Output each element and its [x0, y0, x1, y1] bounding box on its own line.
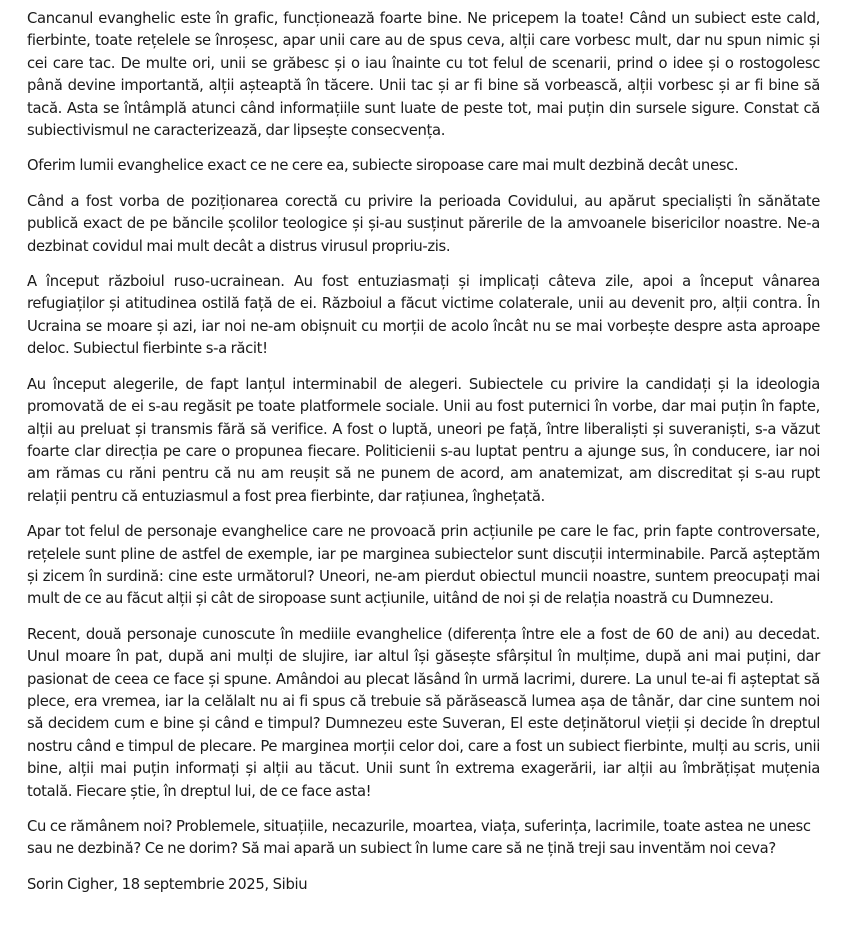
paragraph-8: Cu ce rămânem noi? Problemele, situațiile, necazurile, moartea, viața, suferința, lacrimile, toate astea ne unesc sau ne dezbină? Ce ne dorim? Să mai apară un subiect în lume care să ne țină treji sau inventăm noi ceva? — [27, 818, 811, 858]
paragraph-1: Cancanul evanghelic este în grafic, funcționează foarte bine. Ne pricepem la toate! Când un subiect este cald, fierbinte, toate rețelele se înroșesc, apar unii care au de spus ceva, alții care vorbesc mult, dar nu spun nimic și cei care tac. De multe ori, unii se grăbesc și o iau înainte cu tot felul de scenarii, prind o idee și o rostogolesc până devine importantă, alții așteaptă în tăcere. Unii tac și ar fi bine să vorbească, alții vorbesc și ar fi bine să tacă. Asta se întâmplă atunci când informațiile sunt luate de peste tot, mai puțin din sursele sigure. Constat că subiectivismul ne caracterizează, dar lipsește consecvența. — [27, 10, 820, 140]
paragraph-3: Când a fost vorba de poziționarea corectă cu privire la perioada Covidului, au apărut specialiști în sănătate publică exact de pe băncile școlilor teologice și și-au susținut părerile de la amvoanele bisericilor noastre. Ne-a dezbinat covidul mai mult decât a distrus virusul propriu-zis. — [27, 192, 820, 255]
paragraph-4: A început războiul ruso-ucrainean. Au fost entuziasmați și implicați câteva zile, apoi a început vânarea refugiaților și atitudinea ostilă față de ei. Războiul a făcut victime colaterale, unii au devenit pro, alții contra. În Ucraina se moare și azi, iar noi ne-am obișnuit cu morții de acolo încât nu se mai vorbește despre asta aproape deloc. Subiectul fierbinte s-a răcit! — [27, 273, 820, 358]
paragraph-6: Apar tot felul de personaje evanghelice care ne provoacă prin acțiunile pe care le fac, prin fapte controversate, rețelele sunt pline de astfel de exemple, iar pe marginea subiectelor sunt discuții interminabile. Parcă așteptăm și zicem în surdină: cine este următorul? Uneori, ne-am pierdut obiectul muncii noastre, suntem preocupați mai mult de ce au făcut alții și cât de siropoase sunt acțiunile, uitând de noi și de relația noastră cu Dumnezeu. — [27, 523, 820, 608]
paragraph-2: Oferim lumii evanghelice exact ce ne cere ea, subiecte siropoase care mai mult dezbină decât unesc. — [27, 157, 739, 175]
paragraph-5: Au început alegerile, de fapt lanțul interminabil de alegeri. Subiectele cu privire la candidați și la ideologia promovată de ei s-au regăsit pe toate platformele sociale. Unii au fost puternici în vorbe, dar mai puțin în fapte, alții au preluat și transmis fără să verifice. A fost o luptă, uneori pe față, între liberaliști și suveraniști, s-a văzut foarte clar direcția pe care o propunea fiecare. Politicienii s-au luptat pentru a ajunge sus, în conducere, iar noi am rămas cu răni pentru că nu am reușit să ne punem de acord, am anatemizat, am discreditat și s-au rupt relații pentru că entuziasmul a fost prea fierbinte, dar rațiunea, înghețată. — [27, 375, 820, 505]
author-signature: Sorin Cigher, 18 septembrie 2025, Sibiu — [27, 875, 308, 893]
paragraph-7: Recent, două personaje cunoscute în mediile evanghelice (diferența între ele a fost de 60 de ani) au decedat. Unul moare în pat, după ani mulți de slujire, iar altul își găsește sfârșitul în mulțime, după ani mai puțini, dar pasionat de ceea ce face și spune. Amândoi au plecat lăsând în urmă lacrimi, durere. La unul te-ai fi așteptat să plece, era vremea, iar la celălalt nu ai fi spus că trebuie să părăsească lumea așa de tânăr, dar cine suntem noi să decidem cum e bine și când e timpul? Dumnezeu este Suveran, El este deținătorul vieții și decide în dreptul nostru când e timpul de plecare. Pe marginea morții celor doi, care a fost un subiect fierbinte, mulți au scris, unii bine, alții mai puțin informați și alții au tăcut. Unii sunt în extrema exagerării, iar alții au îmbrățișat muțenia totală. Fiecare știe, în dreptul lui, de ce face asta! — [27, 625, 820, 800]
